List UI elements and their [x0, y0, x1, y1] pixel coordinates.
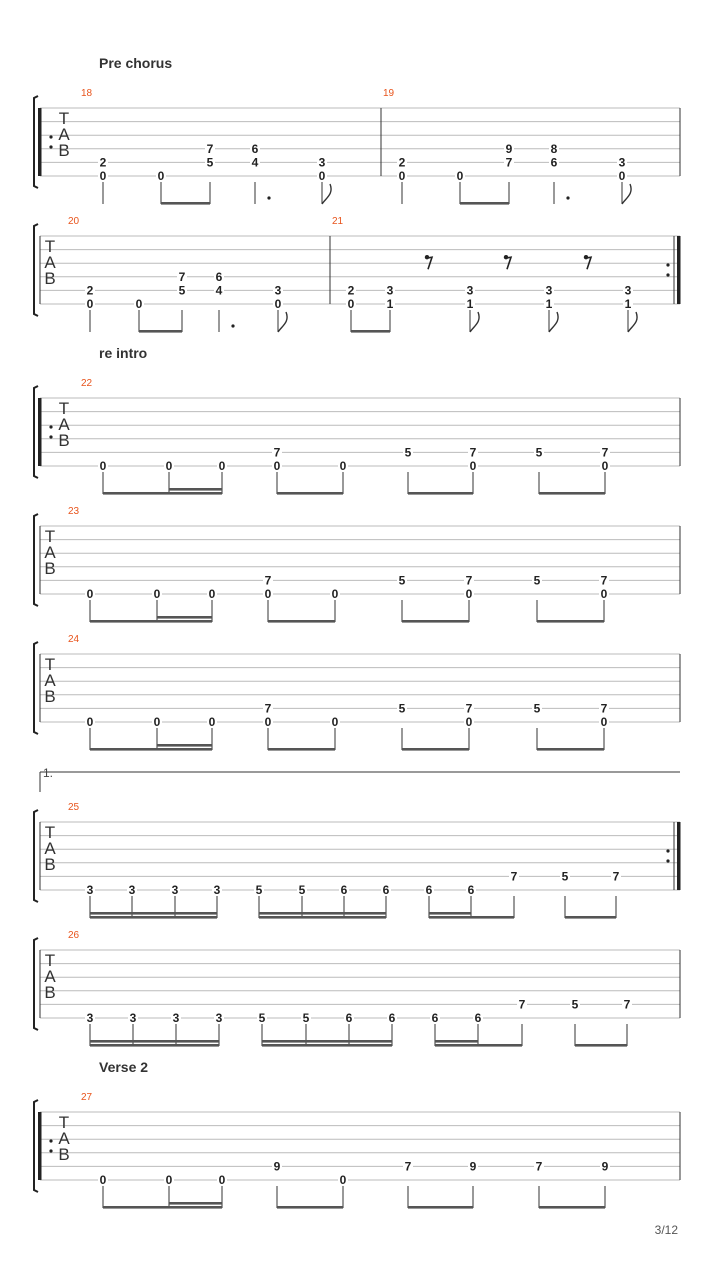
- fret-number: 6: [340, 883, 348, 897]
- note-beam: [157, 616, 212, 619]
- tab-clef-letter: A: [44, 671, 56, 690]
- tab-clef-letter: T: [44, 655, 56, 674]
- fret-number: 5: [398, 573, 406, 588]
- fret-number: 5: [561, 869, 569, 884]
- repeat-dot: [666, 273, 669, 276]
- fret-number: 0: [339, 1173, 347, 1187]
- fret-number: 5: [258, 1011, 266, 1025]
- fret-number: 9: [273, 1159, 281, 1174]
- note-beam: [161, 202, 210, 205]
- note-beam: [157, 744, 212, 747]
- fret-number: 0: [339, 459, 347, 473]
- note-beam: [539, 492, 605, 495]
- fret-number: 0: [99, 1173, 107, 1187]
- note-beam: [90, 748, 212, 751]
- tab-clef-letter: A: [44, 253, 56, 272]
- note-beam: [268, 620, 335, 623]
- note-beam: [169, 1202, 222, 1205]
- tab-system: [34, 930, 680, 1047]
- section-label: Verse 2: [99, 1059, 149, 1075]
- measure-number: 22: [81, 378, 93, 389]
- tab-system: [34, 1092, 680, 1209]
- note-beam: [408, 1206, 473, 1209]
- fret-number: 3: [624, 283, 632, 298]
- note-flag: [322, 184, 331, 204]
- system-bracket: [34, 1100, 38, 1192]
- fret-number: 3: [545, 283, 553, 298]
- fret-number: 6: [474, 1011, 482, 1025]
- fret-number: 5: [178, 283, 186, 298]
- fret-number: 0: [99, 459, 107, 473]
- note-beam: [351, 330, 390, 333]
- note-flag: [470, 312, 479, 332]
- fret-number: 8: [550, 141, 558, 156]
- tab-system: [34, 88, 680, 205]
- note-beam: [169, 488, 222, 491]
- page-number: 3/12: [654, 1223, 678, 1237]
- note-beam: [537, 620, 604, 623]
- fret-number: 0: [218, 1173, 226, 1187]
- fret-number: 3: [128, 883, 136, 897]
- note-beam: [429, 912, 471, 915]
- note-beam: [408, 492, 473, 495]
- tab-clef-letter: T: [44, 951, 56, 970]
- repeat-end-thick: [677, 236, 681, 304]
- fret-number: 0: [165, 459, 173, 473]
- repeat-dot: [49, 425, 52, 428]
- fret-number: 7: [273, 445, 281, 460]
- fret-number: 4: [251, 155, 259, 170]
- fret-number: 0: [208, 715, 216, 729]
- note-beam: [460, 202, 509, 205]
- fret-number: 7: [612, 869, 620, 884]
- system-bracket: [34, 514, 38, 606]
- fret-number: 3: [172, 1011, 180, 1025]
- fret-number: 0: [274, 297, 282, 311]
- note-beam: [565, 916, 616, 919]
- measure-number: 26: [68, 930, 80, 941]
- fret-number: 0: [347, 297, 355, 311]
- fret-number: 0: [165, 1173, 173, 1187]
- fret-number: 5: [404, 445, 412, 460]
- fret-number: 9: [601, 1159, 609, 1174]
- tab-clef-letter: T: [58, 109, 70, 128]
- system-bracket: [34, 810, 38, 902]
- note-beam: [90, 912, 217, 915]
- fret-number: 7: [510, 869, 518, 884]
- note-beam: [90, 1040, 219, 1043]
- fret-number: 6: [467, 883, 475, 897]
- fret-number: 1: [624, 297, 632, 311]
- tab-clef-letter: A: [58, 125, 70, 144]
- fret-number: 3: [386, 283, 394, 298]
- system-bracket: [34, 938, 38, 1030]
- fret-number: 2: [86, 283, 94, 298]
- repeat-dot: [49, 1149, 52, 1152]
- fret-number: 3: [318, 155, 326, 170]
- fret-number: 7: [535, 1159, 543, 1174]
- tab-clef-letter: A: [44, 839, 56, 858]
- note-beam: [575, 1044, 627, 1047]
- fret-number: 6: [345, 1011, 353, 1025]
- fret-number: 7: [601, 445, 609, 460]
- fret-number: 6: [382, 883, 390, 897]
- fret-number: 9: [505, 141, 513, 156]
- fret-number: 6: [388, 1011, 396, 1025]
- tab-clef-letter: A: [58, 1129, 70, 1148]
- volta-bracket: [40, 766, 680, 792]
- note-beam: [259, 912, 386, 915]
- repeat-dot: [49, 1139, 52, 1142]
- repeat-dot: [666, 849, 669, 852]
- fret-number: 0: [157, 169, 165, 183]
- tab-clef-letter: A: [44, 967, 56, 986]
- fret-number: 2: [347, 283, 355, 298]
- fret-number: 7: [623, 997, 631, 1012]
- fret-number: 7: [518, 997, 526, 1012]
- note-flag: [549, 312, 558, 332]
- measure-number: 20: [68, 216, 80, 227]
- fret-number: 5: [571, 997, 579, 1012]
- section-label: re intro: [99, 345, 148, 361]
- fret-number: 5: [533, 573, 541, 588]
- note-flag: [622, 184, 631, 204]
- fret-number: 6: [431, 1011, 439, 1025]
- fret-number: 2: [398, 155, 406, 170]
- fret-number: 5: [533, 701, 541, 716]
- system-bracket: [34, 386, 38, 478]
- tab-clef-letter: B: [58, 431, 70, 450]
- fret-number: 1: [466, 297, 474, 311]
- note-flag: [278, 312, 287, 332]
- fret-number: 3: [86, 883, 94, 897]
- tab-clef-letter: T: [44, 823, 56, 842]
- fret-number: 3: [466, 283, 474, 298]
- fret-number: 1: [386, 297, 394, 311]
- fret-number: 6: [215, 269, 223, 284]
- note-beam: [103, 1206, 222, 1209]
- repeat-start-thick: [38, 1112, 42, 1180]
- note-beam: [90, 620, 212, 623]
- fret-number: 5: [302, 1011, 310, 1025]
- fret-number: 7: [264, 573, 272, 588]
- fret-number: 2: [99, 155, 107, 170]
- duration-dot: [231, 324, 234, 327]
- note-beam: [277, 492, 343, 495]
- fret-number: 1: [545, 297, 553, 311]
- tab-clef-letter: B: [44, 687, 56, 706]
- tab-system: [34, 634, 680, 751]
- fret-number: 6: [425, 883, 433, 897]
- fret-number: 0: [153, 587, 161, 601]
- fret-number: 3: [274, 283, 282, 298]
- note-beam: [262, 1044, 392, 1047]
- fret-number: 5: [206, 155, 214, 170]
- tab-clef-letter: B: [58, 1145, 70, 1164]
- tab-clef-letter: T: [44, 237, 56, 256]
- note-beam: [139, 330, 182, 333]
- note-beam: [429, 916, 514, 919]
- note-flag: [628, 312, 637, 332]
- tab-system: [34, 216, 681, 333]
- note-beam: [435, 1040, 478, 1043]
- measure-number: 21: [332, 216, 344, 227]
- fret-number: 0: [469, 459, 477, 473]
- fret-number: 0: [465, 715, 473, 729]
- fret-number: 0: [153, 715, 161, 729]
- fret-number: 7: [206, 141, 214, 156]
- system-bracket: [34, 224, 38, 316]
- fret-number: 0: [86, 297, 94, 311]
- note-beam: [539, 1206, 605, 1209]
- tab-clef-letter: B: [44, 269, 56, 288]
- fret-number: 6: [550, 155, 558, 170]
- fret-number: 0: [600, 715, 608, 729]
- fret-number: 5: [298, 883, 306, 897]
- fret-number: 0: [331, 587, 339, 601]
- repeat-dot: [49, 145, 52, 148]
- repeat-dot: [666, 263, 669, 266]
- note-beam: [537, 748, 604, 751]
- fret-number: 0: [601, 459, 609, 473]
- fret-number: 5: [398, 701, 406, 716]
- fret-number: 7: [264, 701, 272, 716]
- repeat-start-thick: [38, 108, 42, 176]
- fret-number: 0: [218, 459, 226, 473]
- duration-dot: [267, 196, 270, 199]
- note-beam: [268, 748, 335, 751]
- repeat-start-thick: [38, 398, 42, 466]
- fret-number: 0: [264, 587, 272, 601]
- fret-number: 7: [178, 269, 186, 284]
- measure-number: 25: [68, 802, 80, 813]
- repeat-end-thick: [677, 822, 681, 890]
- measure-number: 23: [68, 506, 80, 517]
- note-beam: [277, 1206, 343, 1209]
- tab-clef-letter: A: [44, 543, 56, 562]
- duration-dot: [566, 196, 569, 199]
- fret-number: 3: [215, 1011, 223, 1025]
- fret-number: 0: [208, 587, 216, 601]
- tab-clef-letter: T: [44, 527, 56, 546]
- fret-number: 0: [465, 587, 473, 601]
- fret-number: 0: [135, 297, 143, 311]
- fret-number: 6: [251, 141, 259, 156]
- fret-number: 0: [86, 587, 94, 601]
- note-beam: [90, 916, 217, 919]
- system-bracket: [34, 96, 38, 188]
- fret-number: 0: [331, 715, 339, 729]
- measure-number: 27: [81, 1092, 93, 1103]
- fret-number: 0: [264, 715, 272, 729]
- fret-number: 7: [469, 445, 477, 460]
- repeat-dot: [49, 135, 52, 138]
- tab-system: [34, 506, 680, 623]
- repeat-dot: [49, 435, 52, 438]
- fret-number: 0: [318, 169, 326, 183]
- fret-number: 7: [600, 701, 608, 716]
- tab-clef-letter: B: [58, 141, 70, 160]
- fret-number: 3: [171, 883, 179, 897]
- system-bracket: [34, 642, 38, 734]
- measure-number: 18: [81, 88, 93, 99]
- tab-system: [34, 378, 680, 495]
- tab-clef-letter: B: [44, 855, 56, 874]
- fret-number: 7: [600, 573, 608, 588]
- fret-number: 0: [456, 169, 464, 183]
- fret-number: 0: [398, 169, 406, 183]
- fret-number: 5: [535, 445, 543, 460]
- tab-clef-letter: T: [58, 399, 70, 418]
- fret-number: 3: [618, 155, 626, 170]
- measure-number: 24: [68, 634, 80, 645]
- tab-clef-letter: B: [44, 559, 56, 578]
- fret-number: 0: [273, 459, 281, 473]
- volta-label: 1.: [43, 766, 54, 780]
- fret-number: 3: [86, 1011, 94, 1025]
- fret-number: 0: [99, 169, 107, 183]
- repeat-dot: [666, 859, 669, 862]
- fret-number: 7: [505, 155, 513, 170]
- fret-number: 9: [469, 1159, 477, 1174]
- tab-clef-letter: T: [58, 1113, 70, 1132]
- note-beam: [259, 916, 386, 919]
- note-beam: [103, 492, 222, 495]
- fret-number: 3: [213, 883, 221, 897]
- fret-number: 5: [255, 883, 263, 897]
- fret-number: 7: [404, 1159, 412, 1174]
- fret-number: 0: [618, 169, 626, 183]
- tab-system: [34, 802, 681, 919]
- fret-number: 7: [465, 701, 473, 716]
- note-beam: [402, 748, 469, 751]
- note-beam: [262, 1040, 392, 1043]
- fret-number: 4: [215, 283, 223, 298]
- fret-number: 3: [129, 1011, 137, 1025]
- measure-number: 19: [383, 88, 395, 99]
- section-label: Pre chorus: [99, 55, 173, 71]
- tab-clef-letter: A: [58, 415, 70, 434]
- fret-number: 0: [600, 587, 608, 601]
- note-beam: [435, 1044, 522, 1047]
- fret-number: 7: [465, 573, 473, 588]
- tab-clef-letter: B: [44, 983, 56, 1002]
- note-beam: [402, 620, 469, 623]
- fret-number: 0: [86, 715, 94, 729]
- note-beam: [90, 1044, 219, 1047]
